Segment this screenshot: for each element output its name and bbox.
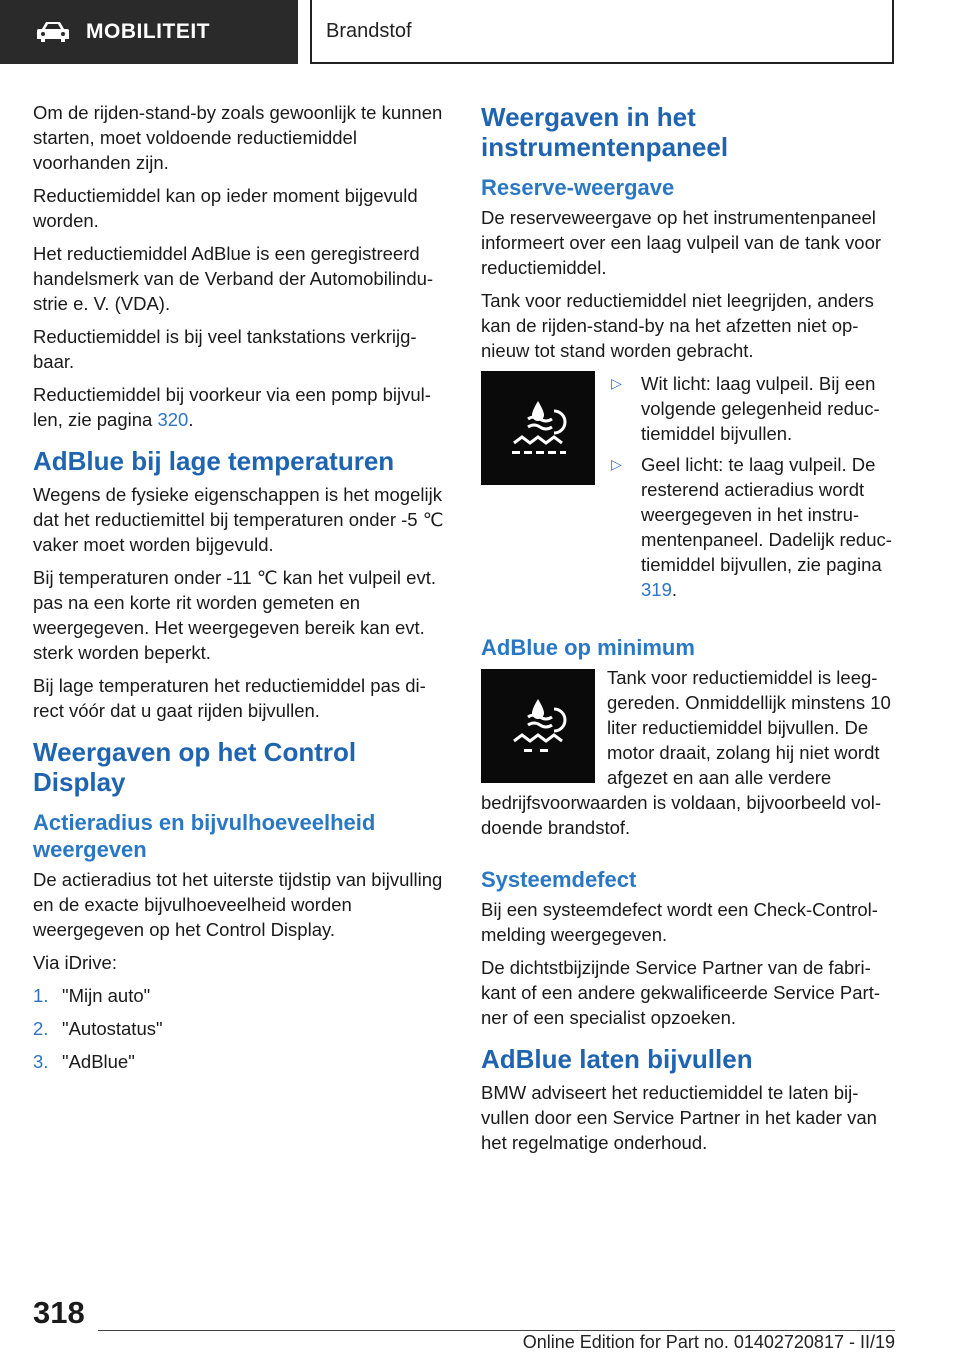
minimum-block (481, 665, 895, 840)
triangle-bullet-icon: ▷ (611, 456, 622, 472)
bullet-text (641, 452, 895, 602)
step-label: "Mijn auto" (62, 985, 151, 1006)
range-subheading: Actieradius en bijvulhoeveelheid weergeven (33, 810, 376, 862)
intro-paragraph: Het reductiemiddel AdBlue is een geregistreerd handelsmerk van de Verband der Automobilindustrie e. V. (VDA). (33, 243, 434, 314)
idrive-label: Via iDrive: (33, 952, 117, 973)
list-item (33, 1016, 445, 1041)
bullet-2-end: . (671, 579, 678, 600)
right-column (481, 100, 895, 1163)
service-heading: AdBlue laten bijvullen (481, 1044, 753, 1074)
intro-paragraph: Reductiemiddel is bij veel tankstations verkrijgbaar. (33, 326, 417, 372)
idrive-steps (33, 983, 445, 1074)
left-column (33, 100, 445, 1082)
list-item (607, 371, 895, 446)
step-label: "Autostatus" (62, 1018, 163, 1039)
page-link-320[interactable]: 320 (157, 409, 189, 430)
minimum-paragraph: Tank voor reductiemiddel is leeggereden. Onmiddellijk minstens 10 liter reductiemiddel bijvullen. De motor draait, zolang hij niet wordt afgezet en aan alle verdere bedrijfsvoorwaarden is voldaan, bijvoorbeeld voldoende brandstof. (481, 667, 891, 838)
list-item (607, 452, 895, 602)
step-label: "AdBlue" (62, 1051, 135, 1072)
intro-paragraph: Om de rijden-stand-by zoals gewoonlijk te kunnen starten, moet voldoende reductiemiddel voorhanden zijn. (33, 102, 443, 173)
chapter-title: Brandstof (326, 19, 412, 42)
step-number: 1. (33, 985, 49, 1006)
minimum-heading: AdBlue op minimum (481, 635, 695, 660)
bullet-2-text: Geel licht: te laag vulpeil. De resterend actieradius wordt weergegeven in het instrumentenpaneel. Dadelijk reductiemiddel bijvullen, zie pagina (641, 454, 892, 575)
low-temp-paragraph: Bij lage temperaturen het reductiemiddel pas direct vóór dat u gaat rijden bijvullen. (33, 675, 426, 721)
refill-text: Reductiemiddel bij voorkeur via een pomp bijvullen, zie pagina (33, 384, 431, 430)
step-number: 3. (33, 1051, 49, 1072)
defect-paragraph: De dichtstbijzijnde Service Partner van de fabrikant of een andere gekwalificeerde Service Partner of een specialist opzoeken. (481, 957, 881, 1028)
range-paragraph: De actieradius tot het uiterste tijdstip van bijvulling en de exacte bijvulhoeveelheid worden weergegeven op het Control Display. (33, 869, 443, 940)
service-paragraph: BMW adviseert het reductiemiddel te laten bijvullen door een Service Partner in het kader van het regelmatige onderhoud. (481, 1082, 877, 1153)
section-title: MOBILITEIT (86, 20, 210, 43)
step-number: 2. (33, 1018, 49, 1039)
refill-paragraph (33, 382, 445, 432)
defect-heading: Systeemdefect (481, 867, 637, 892)
low-temp-heading: AdBlue bij lage temperaturen (33, 446, 395, 476)
list-item (33, 1049, 445, 1074)
refill-end: . (188, 409, 194, 430)
page-number: 318 (33, 1295, 85, 1330)
triangle-bullet-icon: ▷ (611, 375, 622, 391)
reserve-paragraph: De reserveweergave op het instrumentenpaneel informeert over een laag vulpeil van de tank voor reductiemiddel. (481, 207, 882, 278)
chapter-header (310, 0, 894, 64)
edition-label: Online Edition for Part no. 01402720817 - II/19 (522, 1332, 895, 1352)
header-section-tab (0, 0, 298, 64)
reserve-heading: Reserve-weergave (481, 175, 675, 200)
instrument-heading: Weergaven in het instrumentenpaneel (481, 102, 729, 162)
list-item (33, 983, 445, 1008)
car-icon (36, 20, 70, 44)
reserve-indicator-block (481, 371, 895, 608)
adblue-reserve-icon (481, 371, 595, 485)
low-temp-paragraph: Wegens de fysieke eigenschappen is het mogelijk dat het reductiemittel bij temperaturen onder -5 ℃ vaker moet worden bijgevuld. (33, 484, 444, 555)
low-temp-paragraph: Bij temperaturen onder -11 ℃ kan het vulpeil evt. pas na een korte rit worden gemeten en weergegeven. Het weergegeven bereik kan evt. sterk worden beperkt. (33, 567, 436, 663)
adblue-minimum-icon (481, 669, 595, 783)
bullet-text: Wit licht: laag vulpeil. Bij een volgende gelegenheid reductiemiddel bijvullen. (641, 373, 880, 444)
intro-paragraph: Reductiemiddel kan op ieder moment bijgevuld worden. (33, 185, 418, 231)
page-link-319[interactable]: 319 (641, 579, 672, 600)
reserve-bullet-list (607, 371, 895, 608)
defect-paragraph: Bij een systeemdefect wordt een Check-Control-melding weergegeven. (481, 899, 878, 945)
reserve-paragraph: Tank voor reductiemiddel niet leegrijden, anders kan de rijden-stand-by na het afzetten niet opnieuw tot stand worden gebracht. (481, 290, 874, 361)
footer-divider (98, 1330, 895, 1331)
control-display-heading: Weergaven op het Control Display (33, 737, 357, 797)
